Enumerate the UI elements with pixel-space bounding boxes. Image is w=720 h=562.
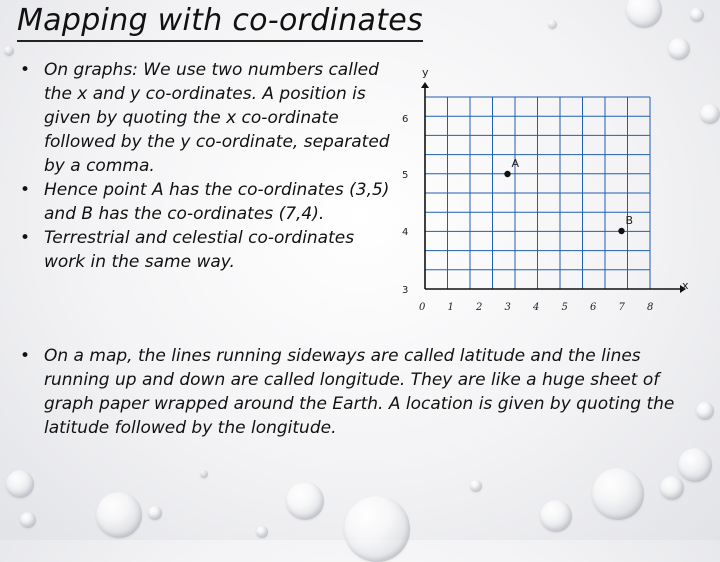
decor-bubble	[148, 506, 162, 520]
x-tick-label: 6	[590, 302, 597, 313]
decor-bubble	[4, 46, 14, 56]
decor-bubble	[96, 492, 142, 538]
decor-bubble	[470, 480, 482, 492]
decor-bubble	[696, 402, 714, 420]
y-tick-label: 4	[402, 227, 409, 238]
decor-bubble	[6, 470, 34, 498]
x-tick-label: 3	[504, 302, 511, 313]
point-label: B	[625, 214, 634, 227]
graph-grid	[425, 97, 650, 289]
coordinate-graph	[398, 58, 698, 328]
x-tick-label: 4	[533, 302, 540, 313]
decor-bubble	[678, 448, 712, 482]
y-tick-label: 3	[402, 285, 409, 296]
bullet-item: • Hence point A has the co-ordinates (3,5) and B has the co-ordinates (7,4).	[18, 178, 390, 226]
y-axis-arrow	[421, 82, 429, 88]
decor-bubble	[344, 496, 410, 562]
decor-bubble	[256, 526, 268, 538]
x-tick-label: 7	[618, 302, 625, 313]
bullet-item: • On a map, the lines running sideways are called latitude and the lines running up and down are called longitude. They are like a huge sheet of graph paper wrapped around the Earth. A location is given by quoting the latitude followed by the longitude.	[18, 344, 698, 440]
x-tick-label: 5	[561, 302, 568, 313]
decor-bubble	[700, 104, 720, 124]
decor-bubble	[286, 482, 324, 520]
slide-title: Mapping with co-ordinates	[17, 2, 423, 42]
point-label: A	[511, 157, 520, 170]
decor-bubble	[20, 512, 36, 528]
top-bullet-list	[18, 58, 390, 274]
decor-bubble	[690, 8, 704, 22]
x-axis-label: x	[682, 279, 689, 292]
x-tick-label: 0	[419, 302, 426, 313]
decor-bubble	[548, 20, 557, 29]
decor-bubble	[540, 500, 572, 532]
x-tick-label: 1	[447, 302, 454, 313]
data-point	[504, 171, 510, 177]
decor-bubble	[592, 468, 644, 520]
x-tick-label: 2	[476, 302, 483, 313]
decor-bubble	[200, 470, 208, 478]
bullet-item: • Terrestrial and celestial co-ordinates work in the same way.	[18, 226, 390, 274]
y-tick-label: 5	[402, 170, 409, 181]
bullet-item: • On graphs: We use two numbers called the x and y co-ordinates. A position is given by quoting the x co-ordinate followed by the y co-ordinate, separated by a comma.	[18, 58, 390, 178]
data-point	[618, 228, 624, 234]
bottom-bullet-list	[18, 344, 698, 440]
y-axis-label: y	[422, 66, 429, 79]
decor-bubble	[668, 38, 690, 60]
x-tick-label: 8	[647, 302, 654, 313]
y-tick-label: 6	[402, 114, 409, 125]
decor-bubble	[660, 476, 684, 500]
graph-axes	[421, 82, 686, 293]
decor-bubble	[626, 0, 662, 28]
